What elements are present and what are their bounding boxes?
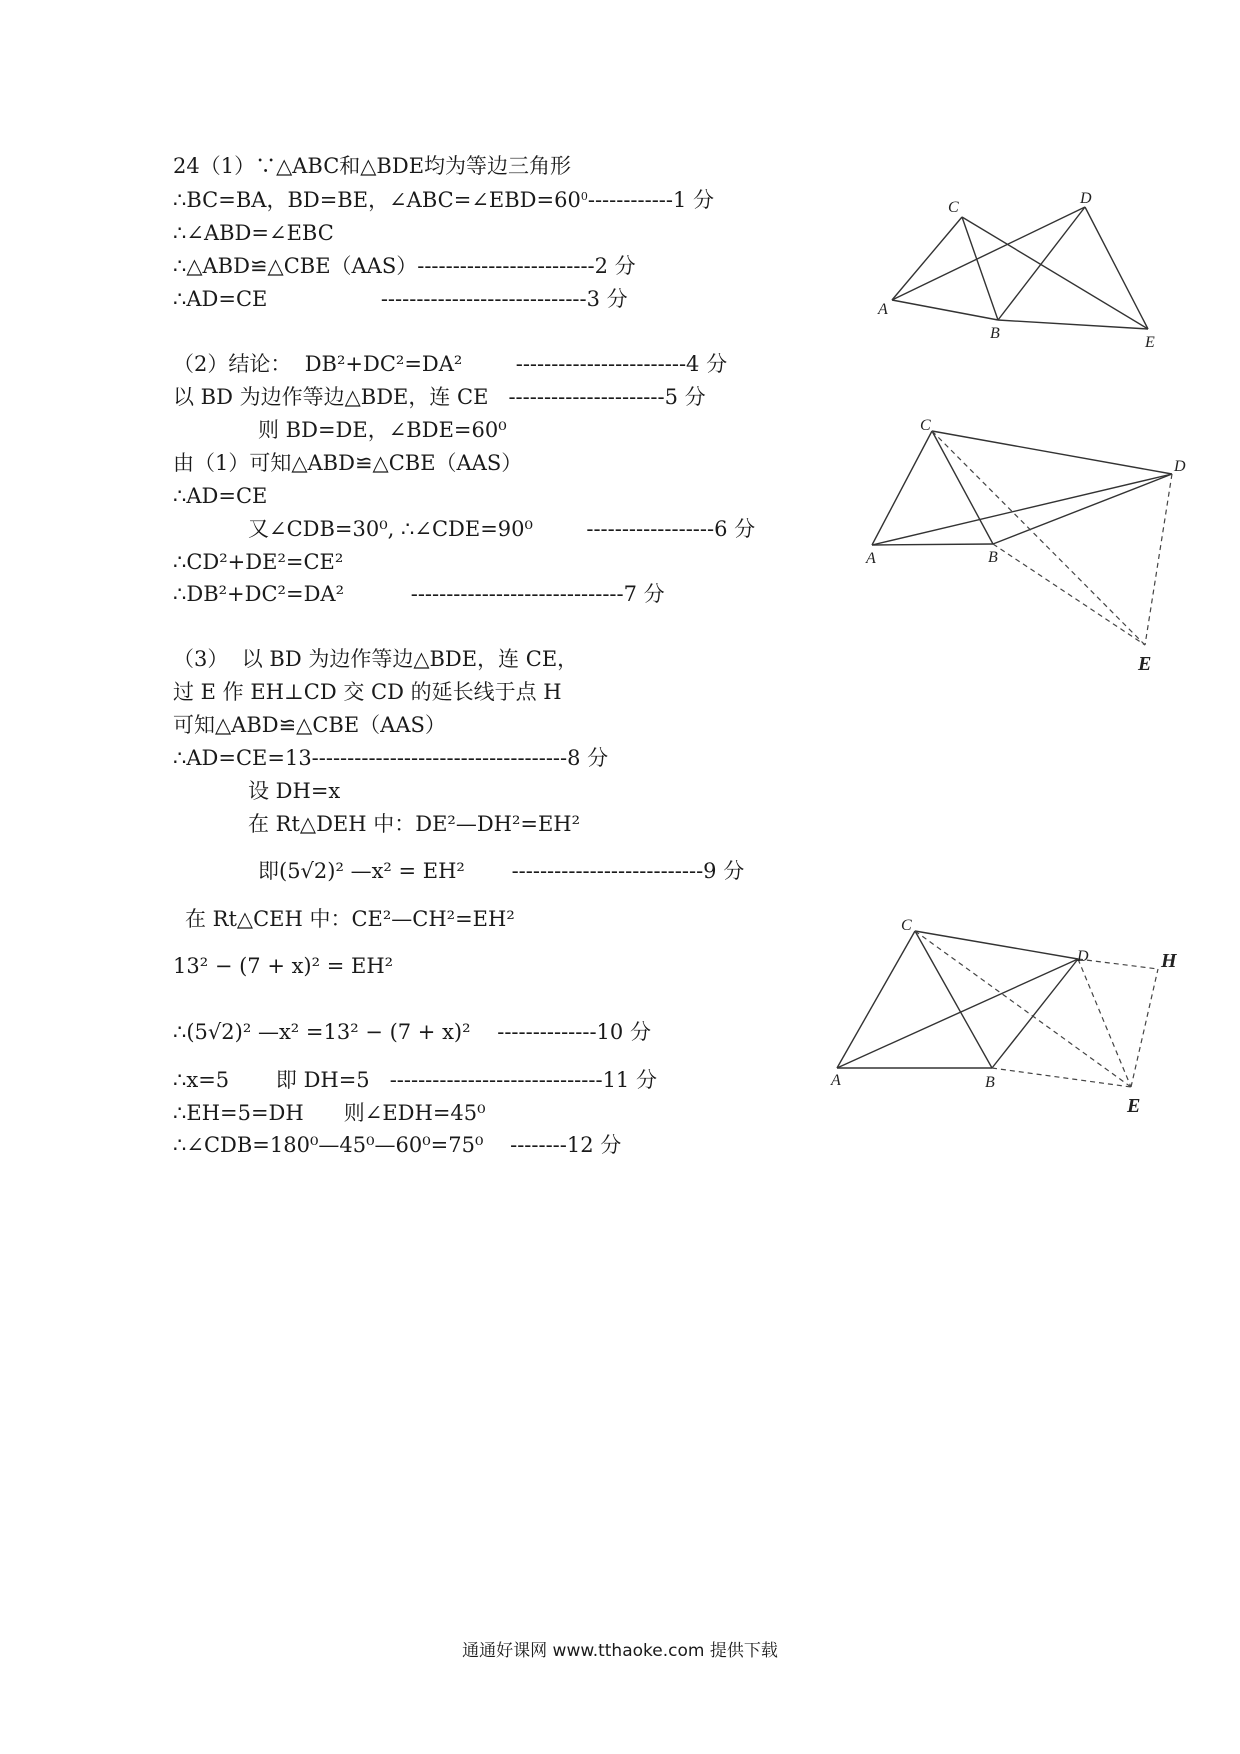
- fig3-label-A: A: [831, 1072, 841, 1089]
- figure-2: [860, 415, 1200, 685]
- part1-line5: ∴AD=CE -----------------------------3 分: [173, 287, 628, 311]
- part1-line1: 24（1）∵△ABC和△BDE均为等边三角形: [173, 154, 572, 178]
- part3-line1: （3） 以 BD 为边作等边△BDE，连 CE，: [173, 647, 579, 671]
- part3-line6: 在 Rt△DEH 中：DE²—DH²=EH²: [248, 812, 581, 836]
- degree-sup: 0: [580, 190, 588, 203]
- part3-line2: 过 E 作 EH⊥CD 交 CD 的延长线于点 H: [173, 680, 562, 704]
- fig3-seg-BE: [992, 1068, 1131, 1087]
- figure-3: [825, 915, 1205, 1115]
- fig2-seg-AB: [872, 544, 993, 545]
- fig2-label-E: E: [1138, 653, 1152, 675]
- fig1-seg-AD: [892, 207, 1085, 300]
- part3-line9: 13² − (7 + x)² = EH²: [173, 954, 394, 978]
- part2-line4: 由（1）可知△ABD≌△CBE（AAS）: [173, 451, 523, 475]
- part3-line7: 即(5√2)² —x² = EH² ---------------------------9 分: [258, 859, 745, 883]
- fig2-label-A: A: [866, 550, 876, 567]
- fig1-seg-CE: [962, 217, 1148, 329]
- figure-1: [870, 190, 1180, 360]
- fig1-seg-BE: [998, 320, 1148, 329]
- fig3-label-D: D: [1077, 948, 1089, 965]
- fig2-seg-CD: [932, 431, 1172, 474]
- fig1-label-E: E: [1145, 334, 1155, 351]
- fig3-seg-CB: [915, 931, 992, 1068]
- fig3-seg-BD: [992, 959, 1078, 1068]
- fig2-label-B: B: [988, 549, 998, 566]
- footer-text: 通通好课网 www.tthaoke.com 提供下载: [462, 1641, 778, 1661]
- fig1-seg-AC: [892, 217, 962, 300]
- part1-line3: ∴∠ABD=∠EBC: [173, 221, 334, 245]
- fig3-label-H: H: [1161, 950, 1177, 972]
- fig2-seg-AC: [872, 431, 932, 545]
- part2-line6: 又∠CDB=30⁰, ∴∠CDE=90⁰ ------------------6 分: [248, 517, 756, 541]
- part1-line2: [173, 186, 714, 214]
- part1-line4: ∴△ABD≌△CBE（AAS）-------------------------2 分: [173, 254, 636, 278]
- fig2-seg-AD: [872, 474, 1172, 545]
- fig3-label-E: E: [1127, 1095, 1141, 1115]
- fig1-seg-CB: [962, 217, 998, 320]
- part2-line2: 以 BD 为边作等边△BDE，连 CE ----------------------5 分: [173, 385, 706, 409]
- fig2-seg-CB: [932, 431, 993, 544]
- part2-line1: （2）结论： DB²+DC²=DA² ------------------------4 分: [173, 352, 728, 376]
- fig2-seg-BE: [993, 544, 1145, 645]
- fig3-seg-AD: [837, 959, 1078, 1068]
- fig3-seg-AC: [837, 931, 915, 1068]
- fig1-seg-BD: [998, 207, 1085, 320]
- fig1-label-B: B: [990, 325, 1000, 342]
- part2-line8: ∴DB²+DC²=DA² ------------------------------7 分: [173, 582, 665, 606]
- part1-line2-text: ∴BC=BA，BD=BE，∠ABC=∠EBD=60: [173, 188, 581, 212]
- part3-line10: ∴(5√2)² —x² =13² − (7 + x)² --------------10 分: [173, 1020, 651, 1044]
- fig3-label-C: C: [901, 917, 912, 934]
- fig2-seg-BD: [993, 474, 1172, 544]
- fig3-label-B: B: [985, 1074, 995, 1091]
- fig1-label-D: D: [1080, 190, 1092, 207]
- part3-line8: 在 Rt△CEH 中：CE²—CH²=EH²: [185, 907, 515, 931]
- fig3-seg-EH: [1131, 969, 1158, 1087]
- part3-line5: 设 DH=x: [248, 779, 341, 803]
- part2-line5: ∴AD=CE: [173, 484, 268, 508]
- part3-line12: ∴EH=5=DH 则∠EDH=45⁰: [173, 1101, 486, 1125]
- fig1-seg-AB: [892, 300, 998, 320]
- part2-line7: ∴CD²+DE²=CE²: [173, 550, 344, 574]
- fig1-label-C: C: [948, 199, 959, 216]
- part3-line11: ∴x=5 即 DH=5 ------------------------------11 分: [173, 1068, 657, 1092]
- fig3-seg-DH: [1078, 959, 1158, 969]
- part3-line13: ∴∠CDB=180⁰—45⁰—60⁰=75⁰ --------12 分: [173, 1133, 622, 1157]
- fig2-label-D: D: [1174, 458, 1186, 475]
- part3-line3: 可知△ABD≌△CBE（AAS）: [173, 713, 446, 737]
- fig2-seg-DE: [1145, 474, 1172, 645]
- part2-line3: 则 BD=DE，∠BDE=60⁰: [258, 418, 507, 442]
- fig2-label-C: C: [920, 417, 931, 434]
- fig3-seg-CD: [915, 931, 1078, 959]
- part1-line2-score: ------------1 分: [587, 188, 715, 212]
- part3-line4: ∴AD=CE=13------------------------------------8 分: [173, 746, 609, 770]
- fig1-label-A: A: [878, 301, 888, 318]
- fig3-seg-DE: [1078, 959, 1131, 1087]
